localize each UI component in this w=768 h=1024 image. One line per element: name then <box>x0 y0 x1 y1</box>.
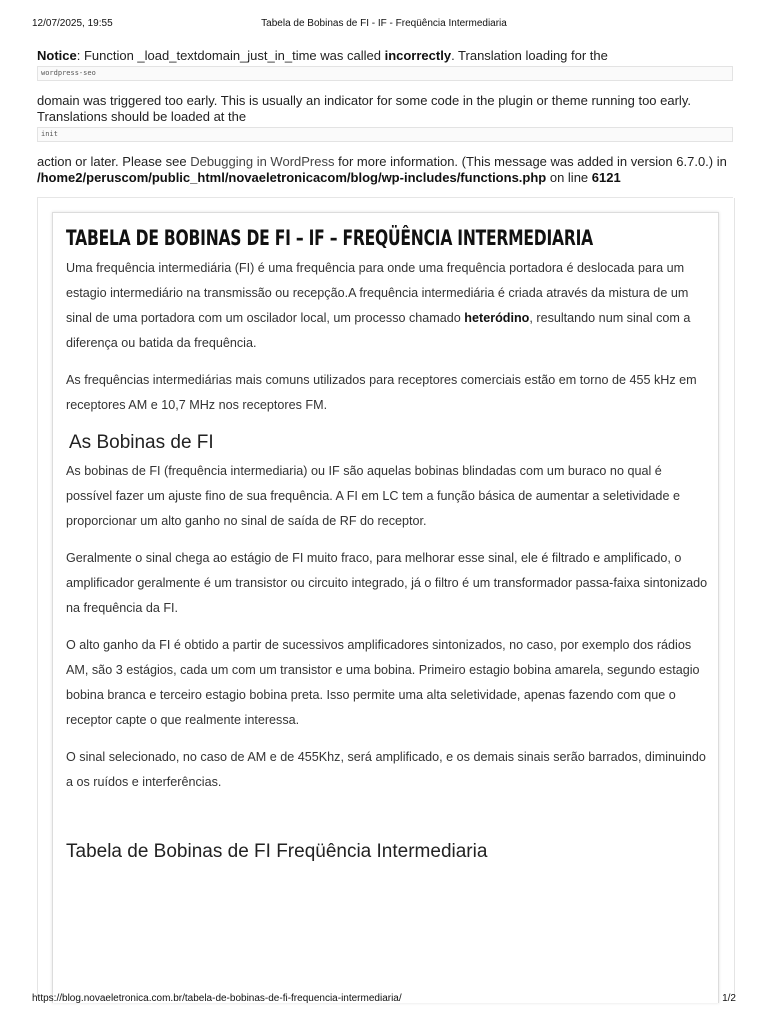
paragraph-1 <box>66 256 708 356</box>
debugging-link[interactable]: Debugging in WordPress <box>190 154 335 169</box>
article-card <box>52 212 719 1003</box>
print-datetime: 12/07/2025, 19:55 <box>32 18 113 29</box>
paragraph-1-text-b: , resultando num sinal com a diferença ou batida da frequência. <box>66 311 691 350</box>
section-body <box>66 459 708 795</box>
print-footer <box>32 993 736 1006</box>
heterodino-term: heteródino <box>464 311 530 325</box>
notice-file-path: /home2/peruscom/public_html/novaeletronicacom/blog/wp-includes/functions.php <box>37 170 547 185</box>
notice-text-2: . Translation loading for the <box>451 48 608 63</box>
post-title: TABELA DE BOBINAS DE FI – IF – FREQÜÊNCIA INTERMEDIARIA <box>66 226 593 250</box>
paragraph-3: As bobinas de FI (frequência intermediaria) ou IF são aquelas bobinas blindadas com um buraco no qual é possível fazer um ajuste fino de sua frequência. A FI em LC tem a função básica de aumentar a seletividade e proporcionar um alto ganho no sinal de saída de RF do receptor. <box>66 464 680 528</box>
article-content <box>66 223 708 865</box>
notice-text-3: domain was triggered too early. This is usually an indicator for some code in the plugin or theme running too early. Translations should be loaded at the <box>37 93 691 124</box>
code-box-textdomain: wordpress-seo <box>37 66 733 81</box>
notice-line-number: 6121 <box>591 170 621 185</box>
code-box-init: init <box>37 127 733 142</box>
paragraph-1-text-a: Uma frequência intermediária (FI) é uma frequência para onde uma frequência portadora é deslocada para um estagio intermediário na transmissão ou recepção.A frequência intermediária é criada através da mistura de um sinal de uma portadora com um oscilador local, um processo chamado <box>66 261 689 325</box>
notice-text-6: on line <box>546 170 592 185</box>
notice-text-1: : Function _load_textdomain_just_in_time was called <box>76 48 385 63</box>
print-header <box>32 18 736 32</box>
section-heading-tabela: Tabela de Bobinas de FI Freqüência Intermediaria <box>66 841 488 862</box>
notice-label: Notice <box>37 48 77 63</box>
paragraph-5: O alto ganho da FI é obtido a partir de sucessivos amplificadores sintonizados, no caso, por exemplo dos rádios AM, são 3 estágios, cada um com um transistor e uma bobina. Primeiro estagio bobina amarela, segundo estagio bobina branca e terceiro estagio bobina preta. Isso permite uma alta seletividade, apenas fazendo com que o receptor capte o que realmente interessa. <box>66 638 700 727</box>
php-notice <box>37 48 733 186</box>
print-page-title: Tabela de Bobinas de FI - IF - Freqüência Intermediaria <box>261 18 507 29</box>
paragraph-6: O sinal selecionado, no caso de AM e de 455Khz, será amplificado, e os demais sinais serão barrados, diminuindo a os ruídos e interferências. <box>66 750 706 789</box>
notice-line-1 <box>37 48 733 64</box>
paragraph-4: Geralmente o sinal chega ao estágio de FI muito fraco, para melhorar esse sinal, ele é filtrado e amplificado, o amplificador geralmente é um transistor ou circuito integrado, já o filtro é um transformador passa-faixa sintonizado na frequência da FI. <box>66 551 708 615</box>
paragraph-2: As frequências intermediárias mais comuns utilizados para receptores comerciais estão em torno de 455 kHz em receptores AM e 10,7 MHz nos receptores FM. <box>66 373 697 412</box>
page-number: 1/2 <box>722 993 736 1004</box>
page-url: https://blog.novaeletronica.com.br/tabela-de-bobinas-de-fi-frequencia-intermediaria/ <box>32 993 402 1004</box>
notice-text-4: action or later. Please see <box>37 154 191 169</box>
article-body <box>66 256 708 418</box>
section-heading-bobinas: As Bobinas de FI <box>69 432 214 453</box>
notice-text-5: for more information. (This message was added in version 6.7.0.) in <box>334 154 727 169</box>
notice-line-3 <box>37 154 733 186</box>
notice-bold-word: incorrectly <box>384 48 452 63</box>
